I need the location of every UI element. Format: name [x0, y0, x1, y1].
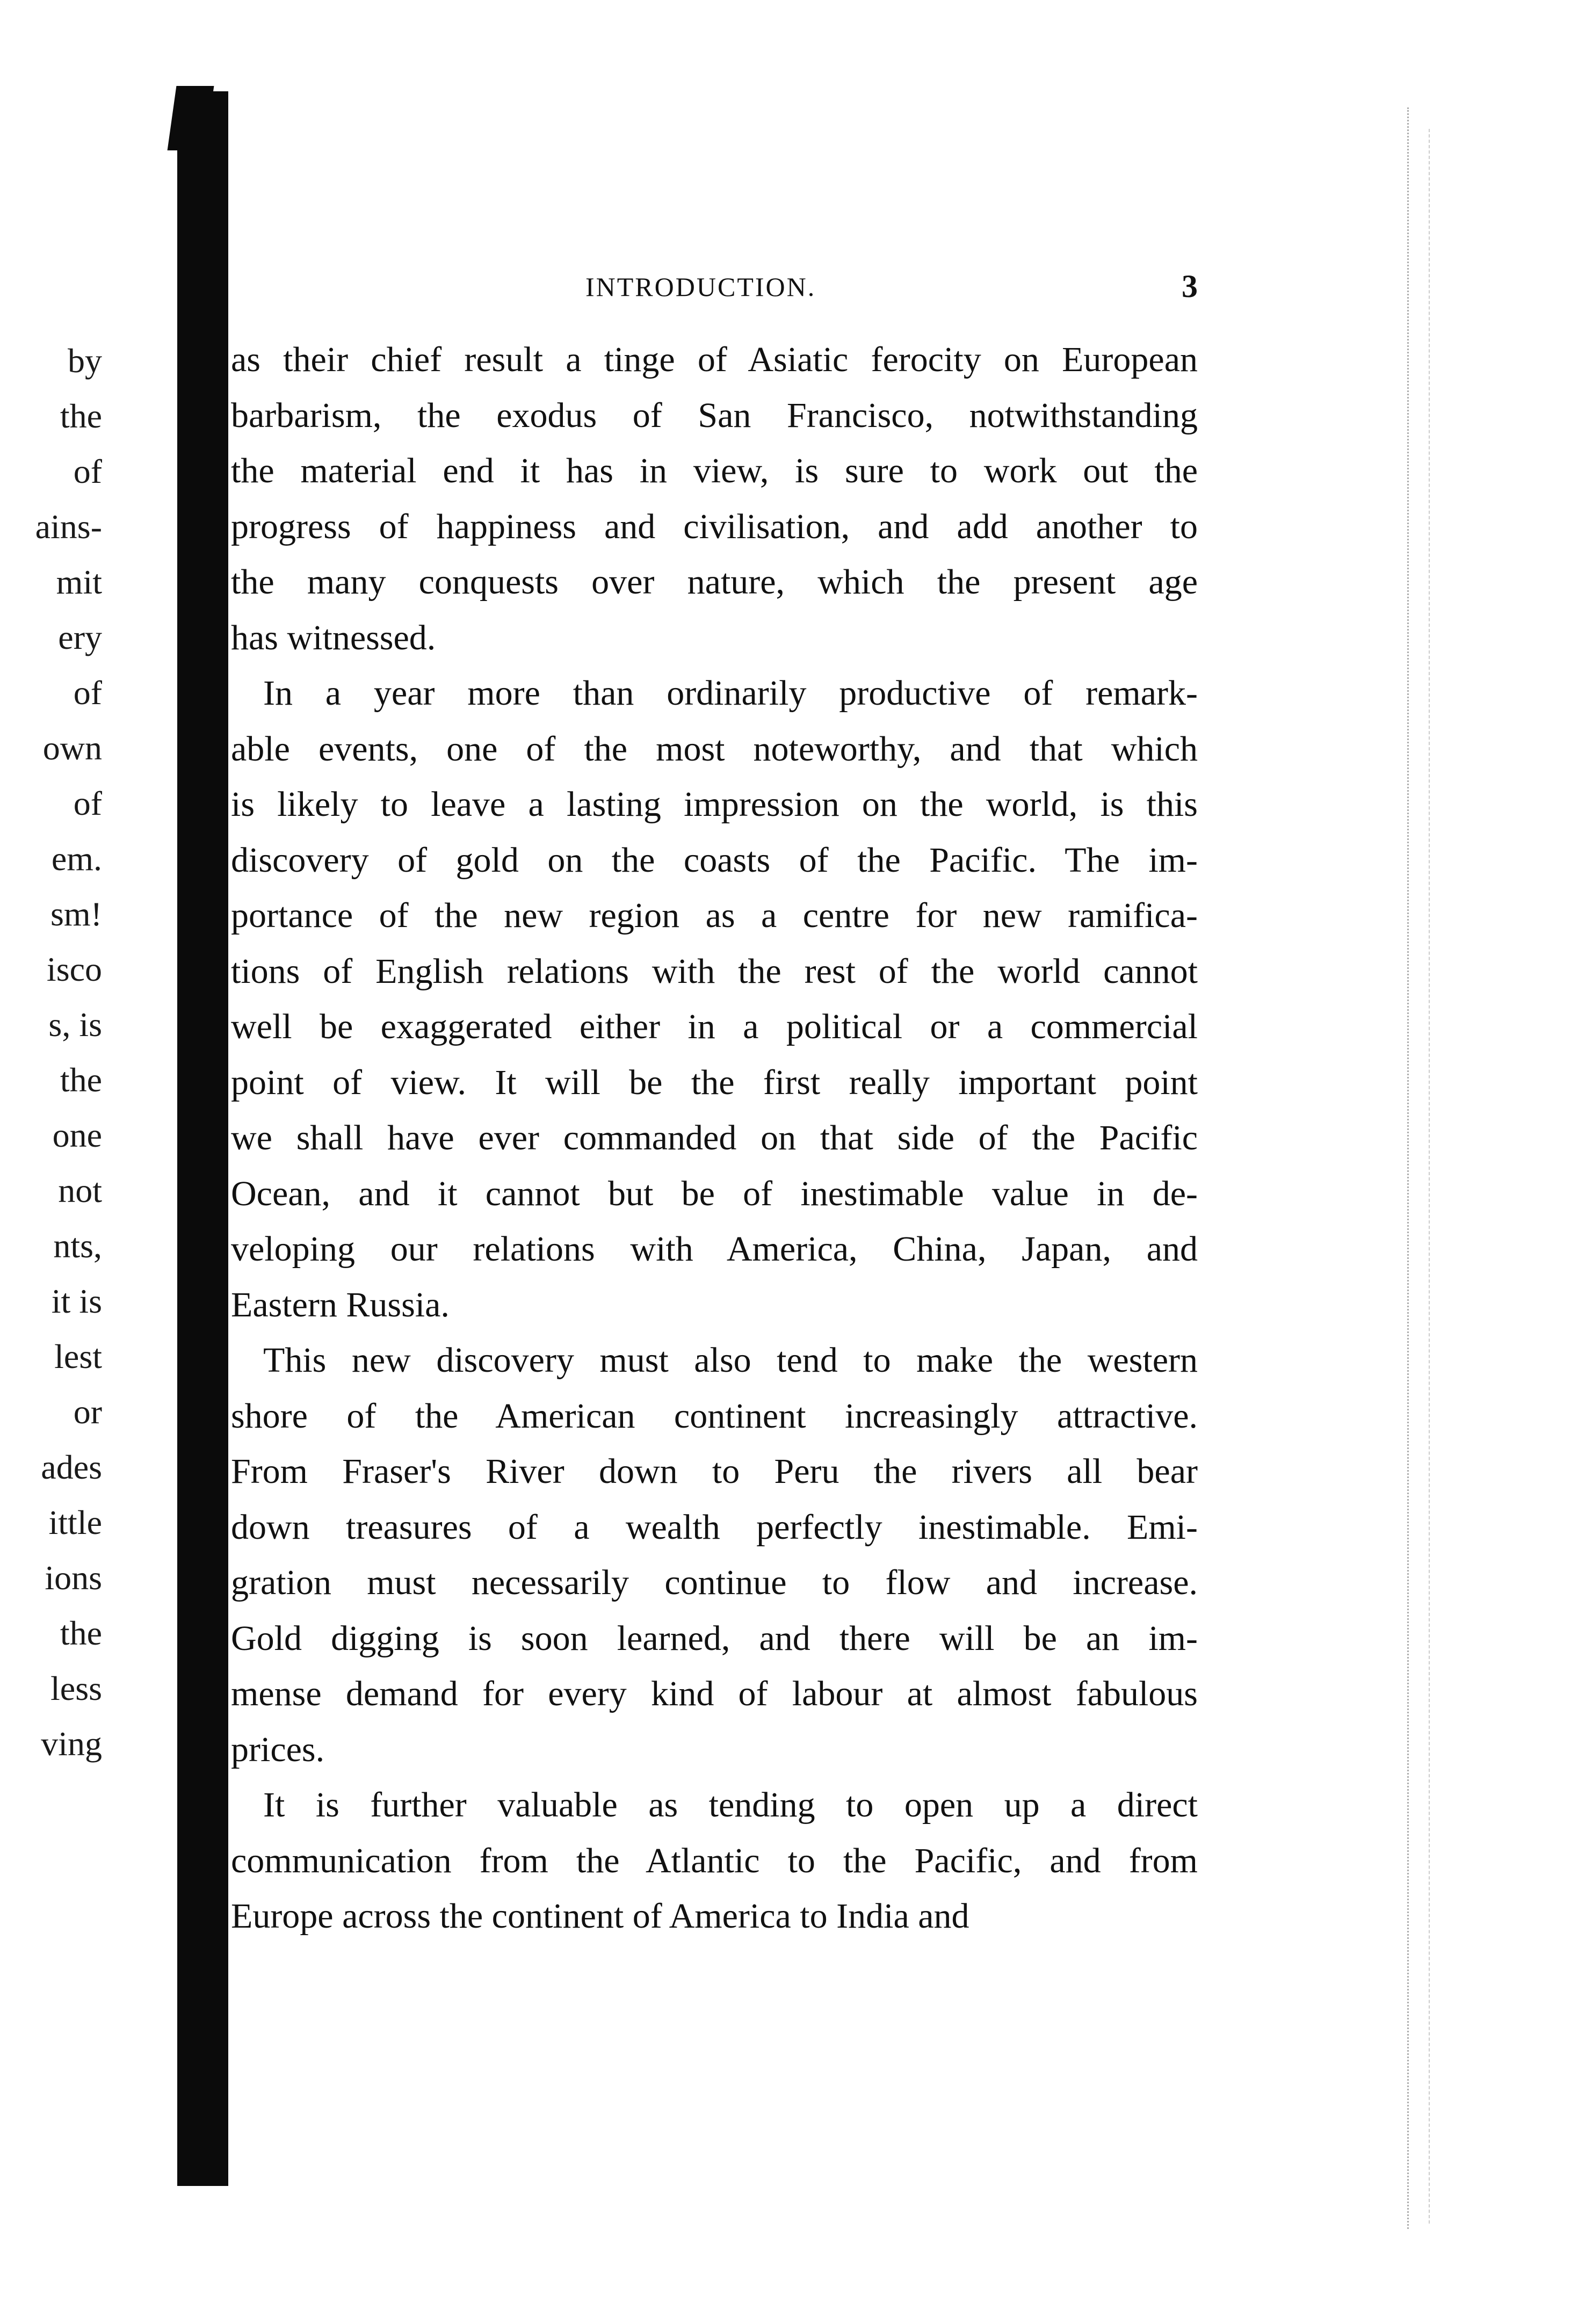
text-line: veloping our relations with America, China, Japan, and: [231, 1229, 1198, 1269]
text-line: barbarism, the exodus of San Francisco, notwithstanding: [231, 395, 1198, 435]
opposite-page-fragment: the: [60, 397, 102, 435]
opposite-page-fragment: of: [73, 784, 102, 822]
text-line: It is further valuable as tending to open up a direct: [263, 1785, 1198, 1825]
text-line: the material end it has in view, is sure to work out the: [231, 451, 1198, 490]
text-line: shore of the American continent increasingly attractive.: [231, 1396, 1198, 1436]
paragraph: [231, 1333, 1198, 1777]
opposite-page-fragment: it is: [51, 1282, 102, 1320]
opposite-page-fragment: mit: [56, 563, 102, 601]
body-text: [231, 332, 1198, 1944]
text-line: Ocean, and it cannot but be of inestimable value in de-: [231, 1174, 1198, 1213]
text-line: Eastern Russia.: [231, 1285, 450, 1324]
opposite-page-fragment: sm!: [50, 895, 102, 933]
opposite-page-fragment: one: [52, 1116, 102, 1154]
opposite-page-fragment: lest: [54, 1337, 102, 1375]
running-head: [231, 271, 1198, 314]
text-line: From Fraser's River down to Peru the rivers all bear: [231, 1452, 1198, 1491]
text-line: down treasures of a wealth perfectly inestimable. Emi-: [231, 1507, 1198, 1547]
text-line: progress of happiness and civilisation, and add another to: [231, 506, 1198, 546]
opposite-page-fragment: the: [60, 1614, 102, 1652]
text-line: point of view. It will be the first really important point: [231, 1062, 1198, 1102]
paragraph: [231, 1777, 1198, 1944]
scan-edge-artifact-secondary: [1429, 129, 1433, 2224]
binding-gutter: [177, 91, 228, 2186]
opposite-page-fragments: [32, 333, 102, 1771]
opposite-page-fragment: or: [73, 1393, 102, 1431]
text-line: is likely to leave a lasting impression on the world, is this: [231, 785, 1198, 824]
text-line: communication from the Atlantic to the Pacific, and from: [231, 1841, 1198, 1880]
opposite-page-fragment: ittle: [48, 1503, 102, 1541]
opposite-page-fragment: the: [60, 1061, 102, 1099]
opposite-page-fragment: ions: [45, 1559, 102, 1597]
opposite-page-fragment: s, is: [48, 1005, 102, 1044]
opposite-page-fragment: own: [42, 729, 102, 767]
text-line: well be exaggerated either in a political or a commercial: [231, 1007, 1198, 1046]
running-title: INTRODUCTION.: [585, 272, 816, 302]
text-line: as their chief result a tinge of Asiatic ferocity on European: [231, 340, 1198, 379]
text-line: In a year more than ordinarily productive of remark-: [263, 674, 1198, 713]
text-line: able events, one of the most noteworthy, and that which: [231, 729, 1198, 769]
text-line: discovery of gold on the coasts of the Pacific. The im-: [231, 840, 1198, 880]
paragraph: [231, 332, 1198, 665]
opposite-page-fragment: ery: [58, 618, 102, 656]
opposite-page-fragment: less: [50, 1669, 102, 1707]
paragraph: [231, 665, 1198, 1333]
text-line: gration must necessarily continue to flow and increase.: [231, 1563, 1198, 1602]
opposite-page-fragment: of: [73, 452, 102, 490]
opposite-page-fragment: em.: [51, 839, 102, 878]
text-line: This new discovery must also tend to make the western: [263, 1341, 1198, 1380]
opposite-page-fragment: not: [58, 1171, 102, 1210]
text-line: has witnessed.: [231, 618, 436, 657]
opposite-page-fragment: ving: [41, 1725, 102, 1763]
opposite-page-fragment: by: [68, 342, 102, 380]
opposite-page-fragment: ades: [41, 1448, 102, 1486]
opposite-page-fragment: nts,: [53, 1227, 102, 1265]
text-line: we shall have ever commanded on that side of the Pacific: [231, 1118, 1198, 1157]
text-line: portance of the new region as a centre for new ramifica-: [231, 896, 1198, 935]
page-number: 3: [1182, 269, 1198, 304]
text-line: prices.: [231, 1729, 325, 1769]
text-line: mense demand for every kind of labour at almost fabulous: [231, 1674, 1198, 1713]
opposite-page-fragment: ains-: [35, 508, 102, 546]
text-line: tions of English relations with the rest of the world cannot: [231, 951, 1198, 991]
text-line: the many conquests over nature, which the present age: [231, 562, 1198, 602]
text-line: Gold digging is soon learned, and there will be an im-: [231, 1618, 1198, 1658]
scan-edge-artifact: [1407, 107, 1415, 2229]
text-line: Europe across the continent of America to India and: [231, 1896, 969, 1936]
opposite-page-fragment: isco: [46, 950, 102, 988]
opposite-page-fragment: of: [73, 674, 102, 712]
